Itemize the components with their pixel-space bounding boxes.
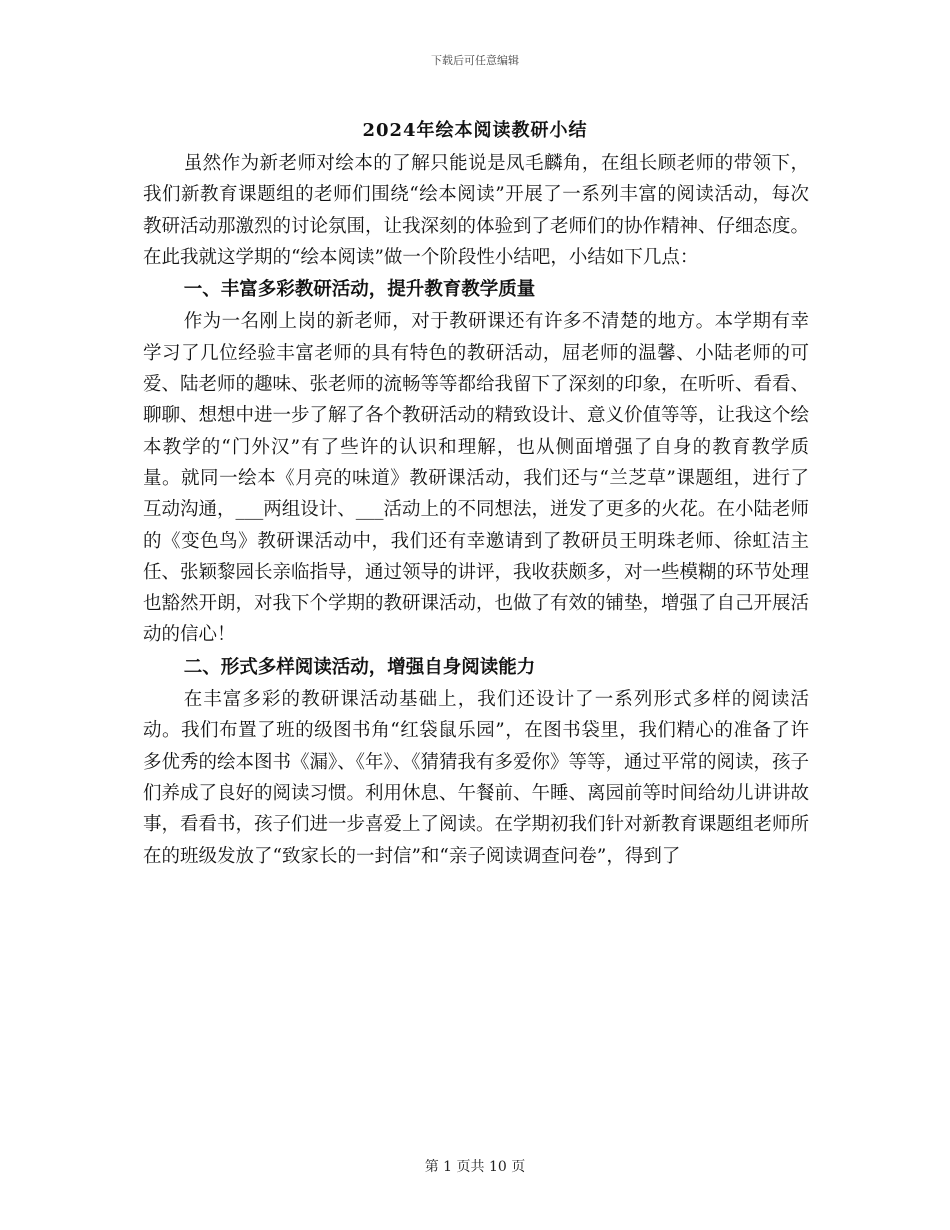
page-header-note: 下载后可任意编辑 [431,54,519,67]
section-1-paragraph: 作为一名刚上岗的新老师，对于教研课还有许多不清楚的地方。本学期有幸学习了几位经验丰富老师的具有特色的教研活动，屈老师的温馨、小陆老师的可爱、陆老师的趣味、张老师的流畅等等都给我留下了深刻的印象，在听听、看看、聊聊、想想中进一步了解了各个教研活动的精致设计、意义价值等等，让我这个绘本教学的“门外汉”有了些许的认识和理解，也从侧面增强了自身的教育教学质量。就同一绘本《月亮的味道》教研课活动，我们还与“兰芝草”课题组，进行了互动沟通，___两组设计、___活动上的不同想法，迸发了更多的火花。在小陆老师的《变色鸟》教研课活动中，我们还有幸邀请到了教研员王明珠老师、徐虹洁主任、张颖黎园长亲临指导，通过领导的讲评，我收获颇多，对一些模糊的环节处理也豁然开朗，对我下个学期的教研课活动，也做了有效的铺垫，增强了自己开展活动的信心！ [143,311,810,646]
intro-paragraph: 虽然作为新老师对绘本的了解只能说是凤毛麟角，在组长顾老师的带领下，我们新教育课题组的老师们围绕“绘本阅读”开展了一系列丰富的阅读活动，每次教研活动那激烈的讨论氛围，让我深刻的体验到了老师们的协作精神、仔细态度。在此我就这学期的“绘本阅读”做一个阶段性小结吧，小结如下几点： [143,153,810,268]
document-body [143,148,809,872]
document-title: 2024年绘本阅读教研小结 [362,120,588,141]
page-number-footer: 第 1 页共 10 页 [424,1159,526,1175]
section-heading-1: 一、丰富多彩教研活动，提升教育教学质量 [183,279,536,301]
section-2-paragraph: 在丰富多彩的教研课活动基础上，我们还设计了一系列形式多样的阅读活动。我们布置了班的级图书角“红袋鼠乐园”，在图书袋里，我们精心的准备了许多优秀的绘本图书《漏》、《年》、《猜猜我有多爱你》等等，通过平常的阅读，孩子们养成了良好的阅读习惯。利用休息、午餐前、午睡、离园前等时间给幼儿讲讲故事，看看书，孩子们进一步喜爱上了阅读。在学期初我们针对新教育课题组老师所在的班级发放了“致家长的一封信”和“亲子阅读调查问卷”，得到了 [143,689,810,867]
section-heading-2: 二、形式多样阅读活动，增强自身阅读能力 [183,656,536,678]
